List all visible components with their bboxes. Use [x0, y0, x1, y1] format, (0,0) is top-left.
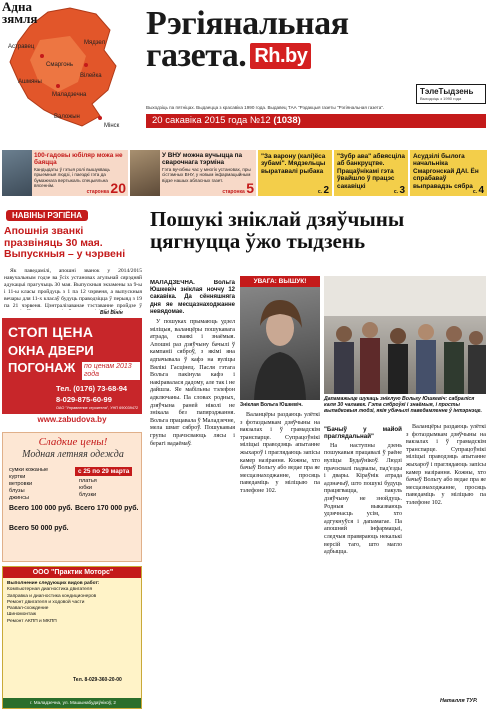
ad-sweets-item: блузы: [9, 488, 25, 494]
ad-phone2: 8-029-875-60-99: [56, 395, 112, 404]
ad-pr-phone: Тел. 8-029-360-20-00: [73, 677, 122, 683]
article-body: Валанцёры раздаюць улёткі з фотаздымкам дзяўчыны на вакзалах і ў грамадскім транспарце. Супрацоўнікі міліцыі праводзяць апытанне жыхароў і праглядаюць запісы камер назірання. Кожны, хто бачыў Вольгу або ведае пра яе месцазнаходжанне, просяць паведаміць у міліцыю па тэлефоне 102.: [406, 424, 486, 506]
teaser-text: Гэта вучэбны час у многіх установах, пры сістэмных ВНУ, у новым інфармацыйным відзе нашых абласных газет.: [162, 166, 251, 183]
teaser-page: старонка 5: [222, 180, 254, 196]
teaser-title: "За варону (калі)ёса зубамі". Мядзельцы выратавалі рыбака: [261, 153, 326, 175]
masthead-tagline: Выходзіць па пятніцах. Выдаецца з красавіка 1990 года. Выдавец ТАА "Рэдакцыя газеты "Рэгіянальная газета".: [146, 105, 385, 110]
photo-caption: Зніклая Вольга Юшкевіч.: [240, 402, 303, 408]
city-dot-icon: [40, 54, 44, 58]
photo2-block: [324, 276, 486, 394]
ad-phone1: Тел. (0176) 73-68-94: [56, 384, 128, 393]
teaser-card[interactable]: [2, 150, 128, 196]
article-column: [240, 412, 320, 706]
ad-pr-footer: г. Маладзечна, ул. Машынабудаўнікоў, 2: [3, 698, 142, 708]
ad-okna: ОКНА ДВЕРИ: [8, 343, 94, 358]
crowd-photo-icon: [324, 276, 486, 394]
ad-pr-item: Ремонт АКПП и МКПП: [7, 618, 57, 624]
region-title-line1: Адна: [2, 0, 32, 14]
article-body: На наступны дзень пошукавыя працавалі ў раёне вуліцы Будаўнікоў. Людзі прачэсвалі падвалы, пад'езды і двары. Кіраўнік атрада адзначыў, што пошукі будуць працягвацца, пакуль дзяўчыну не знойдуць. Родныя выказваюць удзячнасць усім, хто адгукнуўся і дапамагае. Па апошняй інфармацыі, следчыя правяраюць некалькі версій таго, што магло адбыцца.: [324, 442, 402, 556]
teaser-title: У ВНУ можна вучыцца па сварочнага тэрміна: [162, 152, 243, 167]
city-label: Мінск: [104, 123, 120, 129]
photo-block: [240, 276, 320, 400]
date-issue: 20 сакавіка 2015 года №12: [152, 115, 274, 126]
ad-pr-item: Развал-схождение: [7, 606, 49, 612]
ad-price-note: по ценам 2013 года: [82, 362, 140, 380]
date-issue-bar: [146, 114, 486, 128]
ad-sweets-item: ветровки: [9, 481, 33, 487]
tv-week-note: Выходзіць з 1990 года: [420, 96, 462, 101]
teaser-title: 100-гадовы юбіляр можа не баяцца: [34, 152, 123, 167]
photo-label: УВАГА: ВЫШУК!: [240, 276, 320, 287]
ad-sweets[interactable]: [2, 432, 142, 562]
city-label: Маладзечна: [52, 92, 87, 98]
article-lead: МАЛАДЗЕЧНА. Вольга Юшкевіч зніклая ноччу 12 сакавіка. Да сённяшняга дня яе месцазнаходжанне невядомае.: [150, 280, 235, 315]
ad-stop-title: СТОП ЦЕНА: [8, 324, 94, 340]
ad-stop-price[interactable]: [2, 318, 142, 426]
city-label: Мядзел: [84, 40, 106, 46]
teaser-card[interactable]: [130, 150, 256, 196]
city-dot-icon: [98, 116, 102, 120]
ad-pr-title: ООО "Практик Моторс": [3, 567, 142, 578]
city-dot-icon: [84, 63, 88, 67]
article-column: [150, 280, 235, 705]
photo2-caption: Дапамажыце шукаць зніклую Вольгу Юшкевіч: сабраліся каля 30 чалавек. Гэта сяброўкі і знаёмыя, і просты выпадковыя людзі, якія убачылі паведамленне ў інтэрнэце.: [324, 396, 482, 415]
ad-praktik-motors[interactable]: [2, 566, 142, 709]
section-label: НАВІНЫ РЭГІЁНА: [6, 210, 88, 221]
teaser-page: с. 3: [393, 185, 405, 196]
main-headline: Пошукі зніклай дзяўчыны цягнуцца ўжо тыдзень: [150, 207, 405, 253]
ad-pr-item: Шиномонтаж: [7, 612, 37, 618]
news-brief-text: Як паведамілі, апошні званок у 2014/2015 навучальным годзе ва ўсіх установах агульнай сярэдняй адукацыі прагучыць 30 мая. Выпускныя экзамены за 9-ы і 11-ы класы пройдуць з 1 па 12 чэрвеня, а выпускныя вечары для 11-х класаў будуць праводзіцца ў перыяд з 19 па 21 чэрвеня. Цэнтралізаванае тэставанне пройдзе ў: [4, 268, 142, 309]
ad-sweets-item: юбки: [79, 485, 92, 491]
masthead-title: [146, 5, 349, 74]
ad-pogonazh: ПОГОНАЖ: [8, 360, 76, 375]
city-label: Вілейка: [80, 73, 102, 79]
article-subhead: "Бачыў у майой праглядальнай": [324, 426, 402, 441]
city-label: Валожын: [54, 114, 80, 120]
ad-sweets-subtitle: Модная летняя одежда: [22, 449, 124, 460]
teaser-title: Асудзілі былога начальніка Смаргонскай ДАІ. Ён спрабаваў выправадзь сябра: [413, 153, 479, 190]
article-body: У пошуках прымаюць удзел міліцыя, валанцёры пошукавага атрада, сваякі і знаёмыя. Апошні раз дзяўчыну бачылі ў кампаніі сяброў, з якімі яна адпачывала ў кафэ на вуліцы Вялікі Гасцінец. Пасля гэтага Вольга пакінула кафэ і накіравалася дадому, але так і не дайшла. Яе мабільны тэлефон адключаны. Па словах родных, дзяўчына раней ніколі не знікала без папярэджання. Вольга працавала ў Маладзечне, мела шмат сяброў. Пошукавыя групы прачэсваюць лясы і берагі вадаёмаў.: [150, 319, 235, 447]
masthead-title-line2: газета.: [146, 37, 247, 74]
teaser-photo: [130, 150, 160, 196]
ad-sweets-title: Сладкие цены!: [38, 436, 108, 448]
teaser-page: с. 2: [317, 185, 329, 196]
region-map: [0, 0, 140, 132]
ad-sweets-price1: Всего 100 000 руб.: [9, 505, 73, 512]
news-brief-title: Апошнія званкі празвіняць 30 мая. Выпускныя – у чэрвені: [4, 225, 126, 260]
teaser-card[interactable]: [334, 150, 408, 196]
teaser-card[interactable]: [410, 150, 487, 196]
ad-sweets-price2: Всего 170 000 руб.: [75, 505, 139, 512]
tv-week-label: ТэлеТыдзень: [420, 87, 474, 96]
teaser-card[interactable]: [258, 150, 332, 196]
ad-sweets-item: блузки: [79, 492, 97, 498]
teaser-title: "Зубр ава" абвясціла аб банкруцтве. Працаўнікамі гэта ўвайшло ў працэс сакавіцкі: [337, 153, 405, 190]
news-brief-author: Вікі Вінін: [100, 310, 123, 316]
city-label: Астравец: [8, 44, 35, 50]
city-dot-icon: [56, 84, 60, 88]
ad-pr-item: Заправка и диагностика кондиционеров: [7, 593, 97, 599]
ad-pr-item: Выполнение следующих видов работ:: [7, 581, 100, 586]
ad-pr-item: Компьютерная диагностика двигателя: [7, 587, 93, 593]
ad-unp: ОАО "Управление строителя", УНП 690039472: [56, 406, 139, 410]
ad-sweets-item: платья: [79, 478, 97, 484]
article-author: Наталля ТУР.: [440, 698, 478, 704]
ad-sweets-item: джинсы: [9, 495, 30, 501]
ad-sweets-date: с 25 по 29 марта: [75, 467, 132, 476]
portrait-icon: [240, 276, 320, 400]
issue-total: (1038): [273, 115, 301, 126]
region-title-line2: зямля: [2, 11, 38, 26]
teaser-text: Кандыдаты ў гэтыя ролі вышукваць прыемныя людзі, і паездкі гэта да бумажнага вертыкаль спецыяльна вясеннім.: [34, 166, 110, 189]
ad-pr-item: Ремонт двигателя и ходовой части: [7, 599, 85, 605]
ad-sweets-price3: Всего 50 000 руб.: [9, 525, 69, 532]
ad-site[interactable]: www.zabudova.by: [2, 414, 142, 426]
article-column: [324, 424, 402, 706]
teaser-page: старонка 20: [86, 180, 126, 196]
article-body: Валанцёры раздаюць улёткі з фотаздымкам дзяўчыны на вакзалах і ў грамадскім транспарце. Супрацоўнікі міліцыі праводзяць апытанне жыхароў і праглядаюць запісы камер назірання. Кожны, хто бачыў Вольгу або ведае пра яе месцазнаходжанне, просяць паведаміць у міліцыю па тэлефоне 102.: [240, 412, 320, 494]
article-column: [406, 424, 486, 694]
masthead-title-line1: Рэгіянальная: [146, 5, 349, 42]
ad-sweets-item: сумки кожаные: [9, 467, 49, 473]
tv-week-badge: [416, 84, 486, 104]
city-label: Смаргонь: [46, 62, 73, 68]
teaser-page: с. 4: [472, 185, 484, 196]
city-label: Ашмяны: [18, 79, 42, 85]
masthead-site-badge[interactable]: Rh.by: [250, 43, 311, 69]
teaser-photo: [2, 150, 32, 196]
ad-sweets-item: куртки: [9, 474, 26, 480]
